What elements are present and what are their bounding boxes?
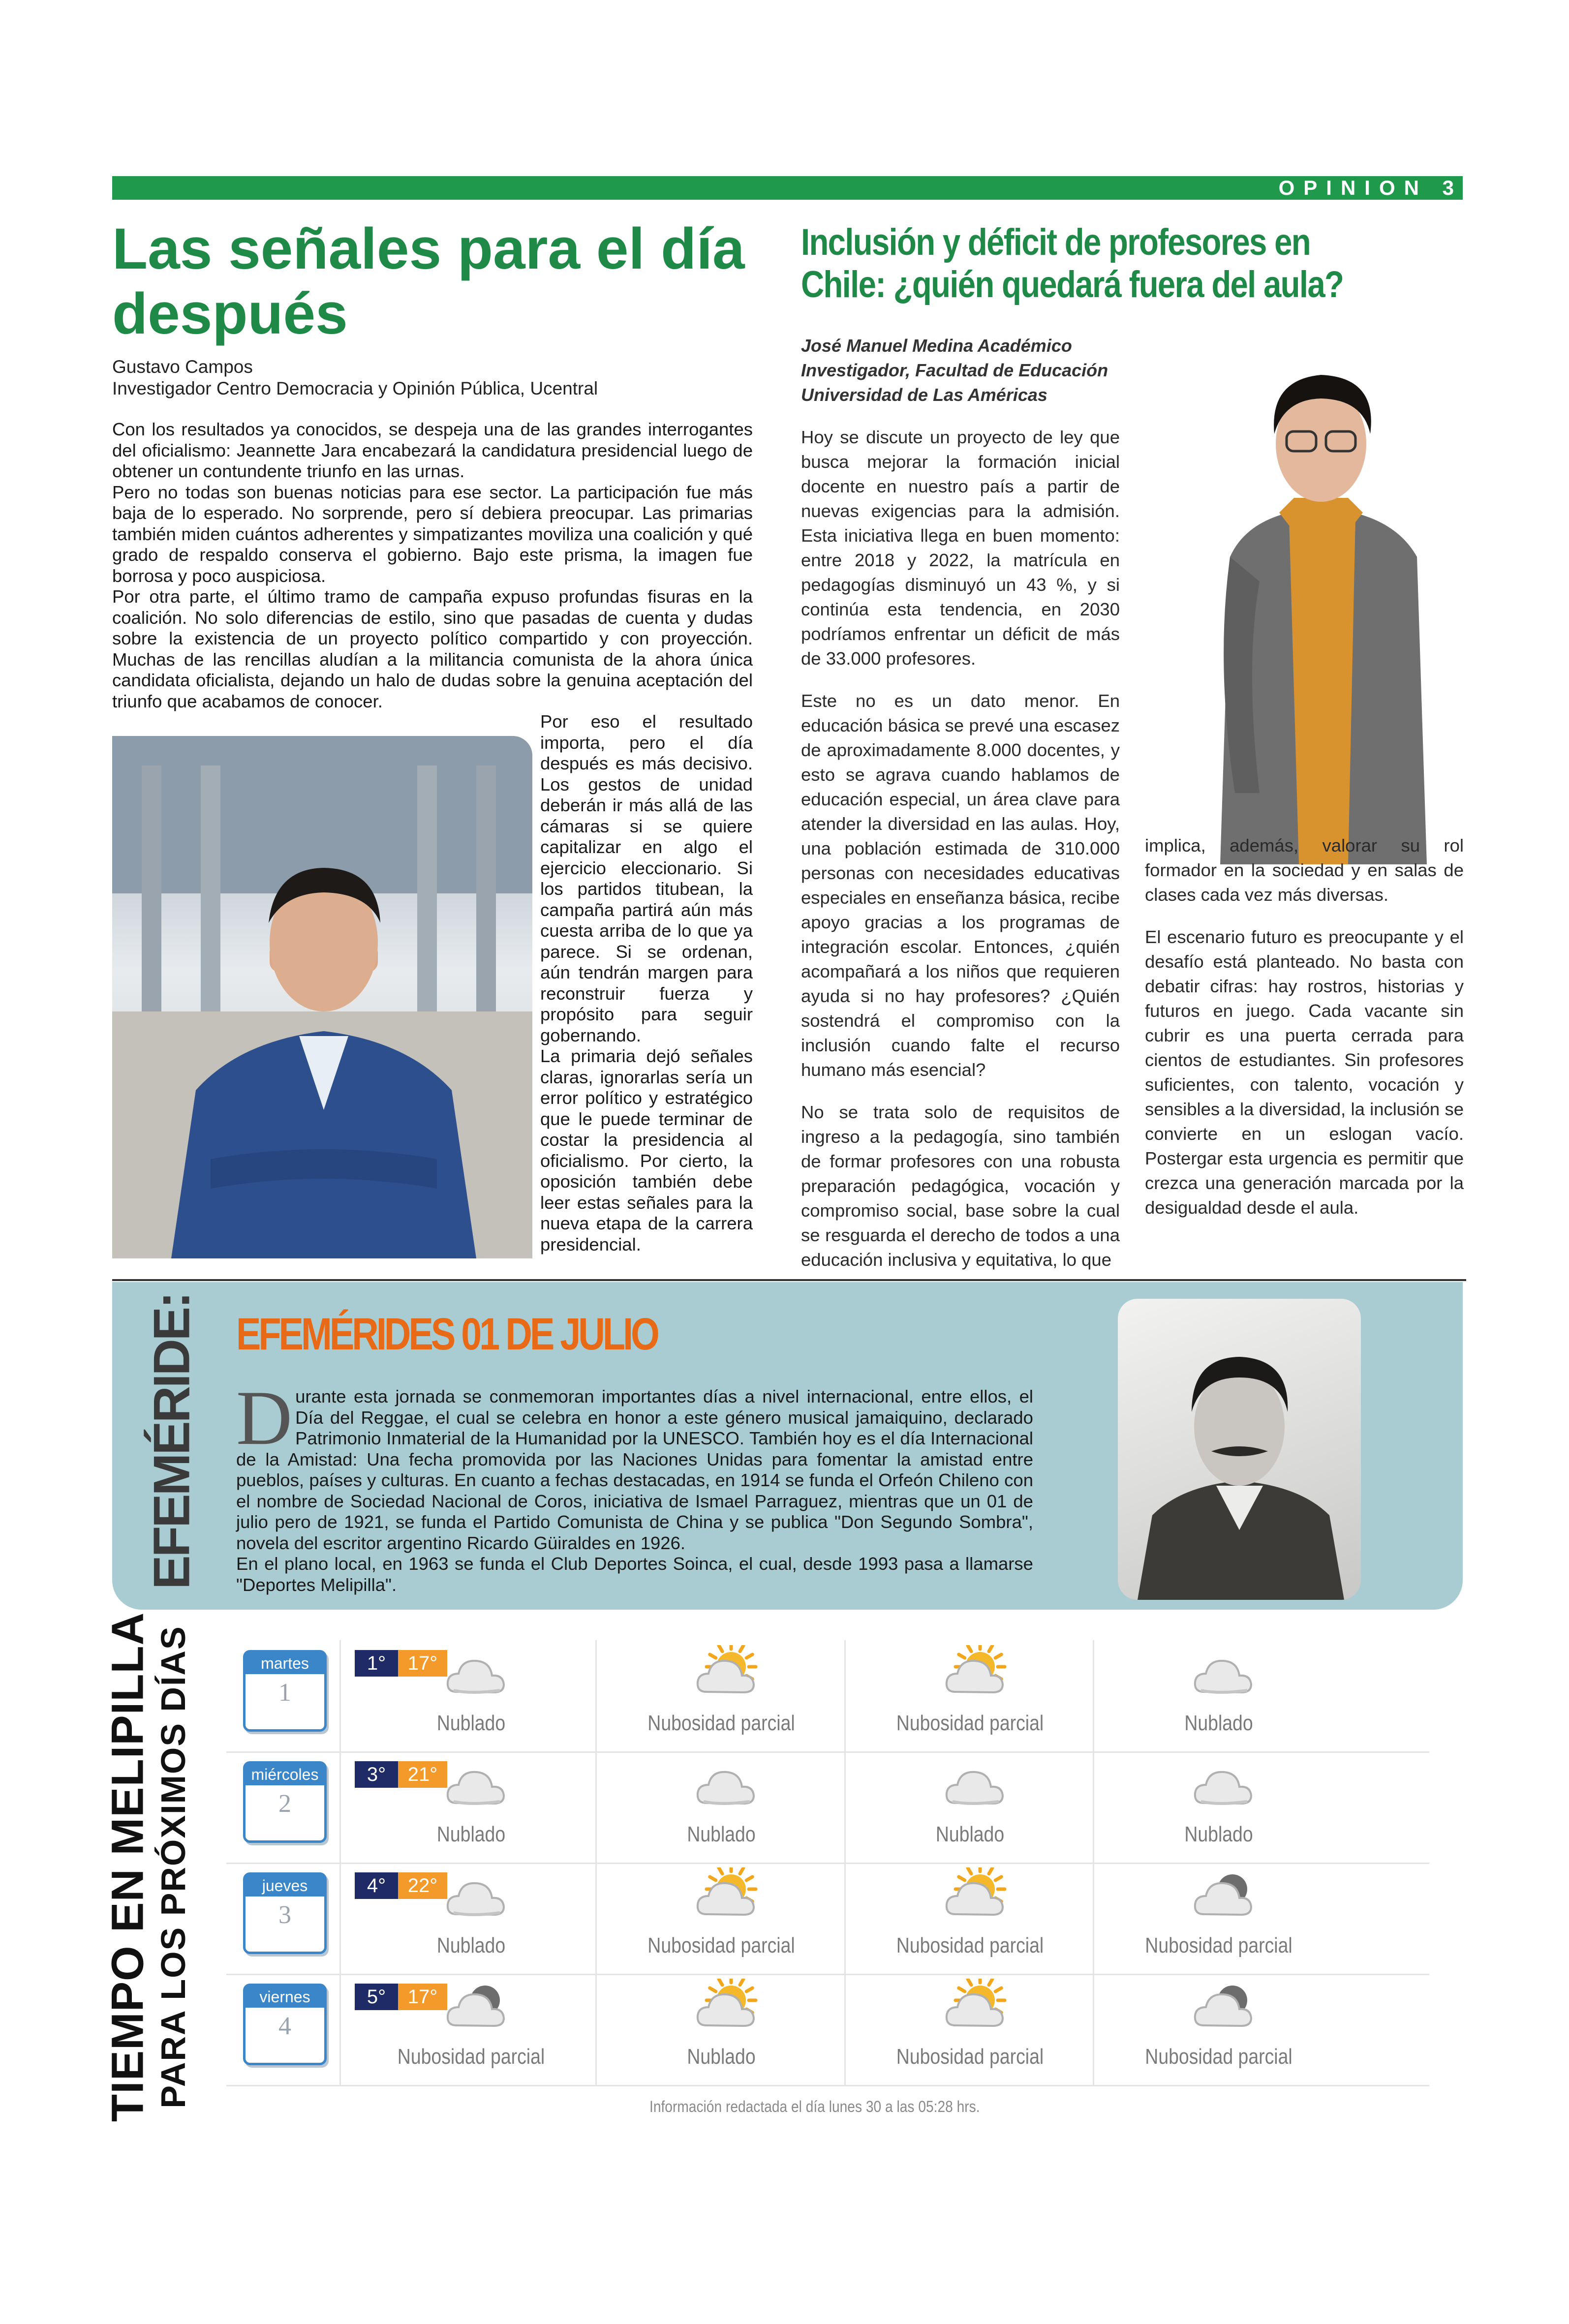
weather-day-row xyxy=(226,1863,1429,1975)
section-header-bar xyxy=(112,176,1463,200)
calendar-icon xyxy=(243,1761,327,1843)
article2-paragraph: Hoy se discute un proyecto de ley que busca mejorar la formación inicial docente en nuestro país a partir de nuevas exigencias para la admisión. Esta iniciativa llega en buen momento: entre 2018 y 2022, la matrícula en pedagogías disminuyó un 43 %, y si continúa esta tendencia, en 2030 podríamos enfrentar un déficit de más de 33.000 profesores. xyxy=(801,427,1120,669)
cloud-icon xyxy=(1189,1645,1258,1704)
weather-condition-label: Nublado xyxy=(687,1822,756,1846)
article1-paragraph: La primaria dejó señales claras, ignorarlas sería un error político y estratégico que le puede terminar de costar la presidencia al oficialismo. Por cierto, la oposición también debe leer estas señales para la nueva etapa de la carrera presidencial. xyxy=(540,1046,753,1254)
article2-author-line: José Manuel Medina Académico xyxy=(801,336,1072,356)
section-divider xyxy=(112,1279,1466,1281)
article1-side-column xyxy=(540,711,753,1255)
weather-forecast-cell xyxy=(347,1751,595,1863)
weather-forecast-cell xyxy=(844,1751,1094,1863)
weather-forecast-cell xyxy=(1093,1751,1343,1863)
weather-forecast-cell xyxy=(595,1751,846,1863)
weather-condition-label: Nublado xyxy=(1184,1711,1253,1735)
cloud-icon xyxy=(692,1756,761,1815)
article1-author-role: Investigador Centro Democracia y Opinión Pública, Ucentral xyxy=(112,378,598,398)
temp-max: 17° xyxy=(398,1650,447,1677)
article1-author-name: Gustavo Campos xyxy=(112,357,253,377)
temp-max: 17° xyxy=(398,1984,447,2010)
weather-forecast-cell xyxy=(347,1640,595,1751)
temp-max: 22° xyxy=(398,1872,447,1899)
partly-sunny-icon xyxy=(941,1979,1010,2038)
weather-day-number: 1 xyxy=(278,1679,291,1707)
weather-date-cell xyxy=(226,1751,347,1863)
temp-min: 5° xyxy=(355,1984,398,2010)
partly-sunny-icon xyxy=(941,1645,1010,1704)
article2-paragraph: El escenario futuro es preocupante y el desafío está planteado. No basta con debatir cifras: hay rostros, historias y futuros en juego. Cada vacante sin cubrir es una puerta cerrada para cientos de estudiantes. Sin profesores suficientes, con talento, vocación y sensibles a la diversidad, la inclusión se convierte en un eslogan vacío. Postergar esta urgencia es permitir que crezca una generación marcada por la desigualdad desde el aula. xyxy=(1145,927,1464,1218)
temp-min: 3° xyxy=(355,1761,398,1788)
article2-author xyxy=(801,334,1121,407)
efemerides-historic-portrait xyxy=(1118,1299,1361,1600)
article1-paragraph: Por otra parte, el último tramo de campaña expuso profundas fisuras en la coalición. No solo diferencias de estilo, sino que pasadas de cuenta y dudas sobre la existencia de un proyecto político compartido y con proyección. Muchas de las rencillas aludían a la militancia comunista de la ahora única candidata oficialista, dejando un halo de dudas sobre la genuina aceptación del triunfo que acabamos de conocer. xyxy=(112,586,753,711)
cloud-icon xyxy=(1189,1756,1258,1815)
efemerides-body xyxy=(236,1375,1033,1595)
article2-column-1 xyxy=(801,425,1120,1290)
weather-day-row xyxy=(226,1640,1429,1753)
weather-day-name: martes xyxy=(246,1652,324,1674)
cloud-icon xyxy=(442,1645,511,1704)
partly-sunny-icon xyxy=(692,1867,761,1926)
weather-forecast-grid xyxy=(226,1640,1429,2083)
efemerides-vertical-label xyxy=(143,1293,202,1590)
weather-forecast-cell xyxy=(844,1974,1094,2085)
temp-min: 1° xyxy=(355,1650,398,1677)
cloud-icon xyxy=(442,1867,511,1926)
man-in-coat-photo xyxy=(1186,350,1456,864)
man-in-suit-photo xyxy=(112,736,532,1258)
weather-day-name: viernes xyxy=(246,1986,324,2008)
weather-condition-label: Nublado xyxy=(1184,1822,1253,1846)
weather-day-name: jueves xyxy=(246,1875,324,1896)
efemerides-dropcap: D xyxy=(236,1375,293,1461)
weather-day-number: 3 xyxy=(278,1901,291,1929)
cloud-icon xyxy=(442,1756,511,1815)
cloud-icon xyxy=(941,1756,1010,1815)
partly-sunny-icon xyxy=(692,1979,761,2038)
weather-forecast-cell xyxy=(1093,1974,1343,2085)
weather-condition-label: Nubosidad parcial xyxy=(896,2045,1044,2069)
weather-condition-label: Nublado xyxy=(935,1822,1005,1846)
efemerides-paragraph: En el plano local, en 1963 se funda el Club Deportes Soinca, el cual, desde 1993 pasa a llamarse "Deportes Melipilla". xyxy=(236,1554,1033,1595)
weather-day-row xyxy=(226,1751,1429,1864)
weather-condition-label: Nubosidad parcial xyxy=(896,1933,1044,1957)
article1-body xyxy=(112,419,753,712)
night-cloud-icon xyxy=(1189,1867,1258,1926)
weather-title-line1: TIEMPO EN MELIPILLA xyxy=(102,1612,153,2122)
weather-forecast-cell xyxy=(595,1640,846,1751)
weather-date-cell xyxy=(226,1863,347,1974)
weather-vertical-title xyxy=(102,1612,202,2122)
efemerides-title: EFEMÉRIDES 01 DE JULIO xyxy=(236,1309,657,1359)
weather-day-number: 4 xyxy=(278,2012,291,2040)
weather-date-cell xyxy=(226,1974,347,2085)
weather-day-number: 2 xyxy=(278,1790,291,1818)
article2-author-photo xyxy=(1186,350,1456,864)
weather-forecast-cell xyxy=(347,1863,595,1974)
weather-forecast-cell xyxy=(844,1640,1094,1751)
efemerides-paragraph: urante esta jornada se conmemoran importantes días a nivel internacional, entre ellos, el Día del Reggae, el cual se celebra en honor a este género musical jamaiquino, declarado Patrimonio Inmaterial de la Humanidad por la UNESCO. También hoy es el día Internacional de la Amistad: Una fecha promovida por las Naciones Unidas para fomentar la amistad entre pueblos, países y culturas. En cuanto a fechas destacadas, en 1914 se funda el Orfeón Chileno con el nombre de Sociedad Nacional de Coros, iniciativa de Ismael Parraguez, mientras que un 01 de julio pero de 1921, se funda el Partido Comunista de China y se publica "Don Segundo Sombra", novela del escritor argentino Ricardo Güiraldes en 1926. xyxy=(236,1386,1033,1553)
weather-forecast-cell xyxy=(1093,1640,1343,1751)
article2-paragraph: No se trata solo de requisitos de ingreso a la pedagogía, sino también de formar profesores con una robusta preparación pedagógica, vocación y compromiso social, base sobre la cual se resguarda el derecho de todos a una educación inclusiva y equitativa, lo que xyxy=(801,1102,1120,1270)
weather-condition-label: Nublado xyxy=(436,1711,506,1735)
article2-column-2 xyxy=(1145,833,1464,1238)
weather-condition-label: Nubosidad parcial xyxy=(1145,1933,1292,1957)
weather-condition-label: Nubosidad parcial xyxy=(397,2045,545,2069)
article2-author-line: Universidad de Las Américas xyxy=(801,385,1047,405)
temp-min: 4° xyxy=(355,1872,398,1899)
article2-author-line: Investigador, Facultad de Educación xyxy=(801,360,1108,380)
weather-note: Información redactada el día lunes 30 a las 05:28 hrs. xyxy=(649,2098,980,2115)
weather-forecast-cell xyxy=(347,1974,595,2085)
calendar-icon xyxy=(243,1872,327,1954)
weather-condition-label: Nubosidad parcial xyxy=(1145,2045,1292,2069)
weather-date-cell xyxy=(226,1640,347,1751)
article1-title: Las señales para el día después xyxy=(112,216,745,346)
weather-title-line2: PARA LOS PRÓXIMOS DÍAS xyxy=(154,1625,192,2109)
article1-paragraph: Por eso el resultado importa, pero el día después es más decisivo. Los gestos de unidad deberán ir más allá de las cámaras si se quiere capitalizar en algo el ejercicio eleccionario. Si los partidos titubean, la campaña partirá aún más cuesta arriba de lo que ya parece. Si se ordenan, aún tendrán margen para reconstruir fuerza y propósito para seguir gobernando. xyxy=(540,711,753,1045)
weather-forecast-cell xyxy=(1093,1863,1343,1974)
article1-paragraph: Pero no todas son buenas noticias para ese sector. La participación fue más baja de lo esperado. No sorprende, pero sí debiera preocupar. Las primarias también miden cuántos adherentes y simpatizantes moviliza una coalición y qué grado de respaldo conserva el gobierno. Bajo este prisma, la imagen fue borrosa y poco auspiciosa. xyxy=(112,482,753,586)
weather-day-row xyxy=(226,1974,1429,2086)
weather-condition-label: Nubosidad parcial xyxy=(896,1711,1044,1735)
weather-condition-label: Nublado xyxy=(687,2045,756,2069)
article2-paragraph: implica, además, valorar su rol formador en la sociedad y en salas de clases cada vez más diversas. xyxy=(1145,835,1464,905)
article1-author xyxy=(112,356,801,399)
night-cloud-icon xyxy=(442,1979,511,2038)
section-label: OPINION 3 xyxy=(1278,176,1463,199)
weather-condition-label: Nublado xyxy=(436,1822,506,1846)
calendar-icon xyxy=(243,1984,327,2065)
article1-paragraph: Con los resultados ya conocidos, se despeja una de las grandes interrogantes del oficialismo: Jeannette Jara encabezará la candidatura presidencial luego de obtener un contundente triunfo en las urnas. xyxy=(112,419,753,481)
weather-forecast-cell xyxy=(595,1974,846,2085)
night-cloud-icon xyxy=(1189,1979,1258,2038)
historic-man-portrait xyxy=(1118,1299,1361,1600)
weather-condition-label: Nubosidad parcial xyxy=(647,1933,795,1957)
article1-author-photo xyxy=(112,736,532,1258)
partly-sunny-icon xyxy=(941,1867,1010,1926)
weather-forecast-cell xyxy=(844,1863,1094,1974)
article2-paragraph: Este no es un dato menor. En educación básica se prevé una escasez de aproximadamente 8.000 docentes, y esto se agrava cuando hablamos de educación especial, un área clave para atender la diversidad en las aulas. Hoy, una población estimada de 310.000 personas con necesidades educativas especiales en enseñanza básica, recibe apoyo gracias a los programas de integración escolar. Entonces, ¿quién acompañará a los niños que requieren ayuda si no hay profesores? ¿Quién sostendrá el compromiso con la inclusión cuando falte el recurso humano más esencial? xyxy=(801,691,1120,1080)
efemerides-vertical-text: EFEMÉRIDE: xyxy=(143,1293,201,1590)
article2-title: Inclusión y déficit de profesores en Chile: ¿quién quedará fuera del aula? xyxy=(801,221,1344,306)
weather-day-name: miércoles xyxy=(246,1764,324,1785)
weather-forecast-cell xyxy=(595,1863,846,1974)
weather-condition-label: Nublado xyxy=(436,1933,506,1957)
partly-sunny-icon xyxy=(692,1645,761,1704)
weather-condition-label: Nubosidad parcial xyxy=(647,1711,795,1735)
calendar-icon xyxy=(243,1650,327,1732)
temp-max: 21° xyxy=(398,1761,447,1788)
